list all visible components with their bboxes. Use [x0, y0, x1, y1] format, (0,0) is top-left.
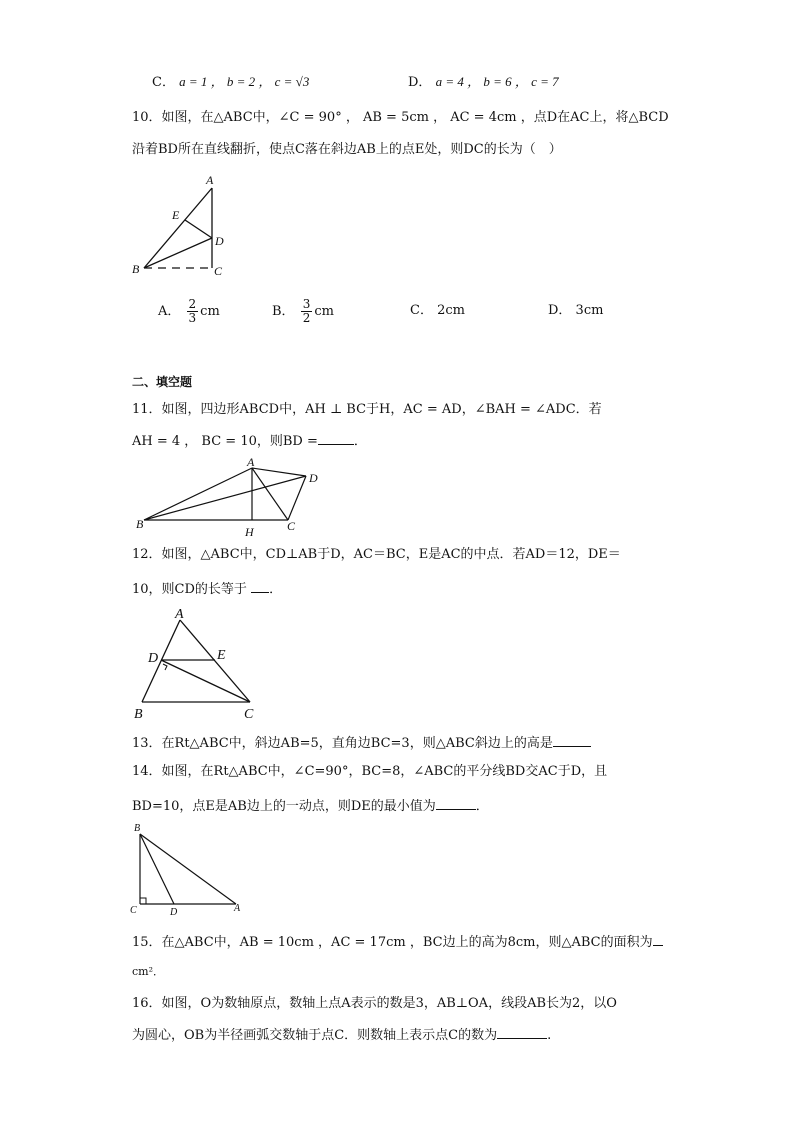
q11-line-2: AH = 4 ， BC = 10，则BD = ． — [132, 430, 367, 452]
q12-label-b: B — [134, 707, 143, 722]
q14-figure — [128, 822, 254, 918]
q12-line-1: 12．如图，△ABC中，CD⊥AB于D，AC＝BC，E是AC的中点．若AD＝12，DE＝ — [132, 547, 621, 562]
q9-option-c-label: C． — [152, 75, 175, 90]
q11-label-d: D — [309, 471, 318, 485]
q11-label-b: B — [136, 517, 144, 531]
q12-label-d: D — [148, 651, 159, 666]
q10-option-b-fraction: $\frac{3}{2}$ — [302, 297, 311, 325]
q15-line-1: 15．在△ABC中，AB = 10cm ，AC = 17cm ，BC边上的高为8cm，则△ABC的面积为 — [132, 931, 663, 953]
q12-line-2: 10，则CD的长等于 ． — [132, 578, 282, 600]
q14-label-a: A — [234, 903, 241, 914]
q10-option-b: B． $\frac{3}{2}$ cm — [272, 297, 334, 325]
q14-label-c: C — [130, 905, 137, 916]
q10-label-e: E — [172, 208, 180, 222]
q10-label-b: B — [132, 262, 140, 276]
q11-answer-blank — [318, 430, 354, 445]
q12-figure — [130, 604, 270, 724]
q14-line-2: BD=10，点E是AB边上的一动点，则DE的最小值为 ． — [132, 795, 489, 817]
q13-answer-blank — [553, 732, 591, 747]
q13-line-1: 13．在Rt△ABC中，斜边AB=5，直角边BC=3，则△ABC斜边上的高是 — [132, 732, 591, 754]
q9-option-d — [408, 72, 559, 93]
q11-figure — [134, 456, 334, 540]
section-heading-fill-in: 二、填空题 — [132, 375, 193, 389]
q11-label-a: A — [247, 456, 255, 469]
q14-line-1: 14．如图，在Rt△ABC中，∠C=90°，BC=8，∠ABC的平分线BD交AC于D，且 — [132, 764, 608, 779]
q10-option-a: A． $\frac{2}{3}$ cm — [158, 297, 220, 325]
q10-label-d: D — [215, 234, 224, 248]
q14-label-d: D — [170, 907, 178, 918]
q10-label-c: C — [214, 264, 223, 278]
q14-label-b: B — [134, 823, 141, 834]
q14-answer-blank — [436, 795, 476, 810]
q12-label-c: C — [244, 707, 254, 722]
q9-option-d-label: D． — [408, 75, 432, 90]
q10-line-2: 沿着BD所在直线翻折，使点C落在斜边AB上的点E处，则DC的长为（ ） — [132, 142, 562, 157]
q16-line-2: 为圆心，OB为半径画弧交数轴于点C．则数轴上表示点C的数为 . — [132, 1024, 551, 1046]
q12-answer-blank — [251, 578, 269, 593]
q12-label-a: A — [175, 607, 184, 622]
q16-line-1: 16．如图，O为数轴原点，数轴上点A表示的数是3，AB⊥OA，线段AB长为2，以O — [132, 996, 617, 1011]
q10-label-a: A — [206, 173, 214, 187]
q11-label-c: C — [287, 519, 296, 533]
q10-option-d: D． 3cm — [548, 303, 604, 318]
q9-option-c-expr: a = 1 ， b = 2 ， c = √3 — [179, 74, 310, 89]
q11-label-h: H — [245, 525, 254, 539]
q9-option-d-expr: a = 4 ， b = 6 ， c = 7 — [435, 74, 559, 89]
q10-figure — [128, 170, 238, 280]
q9-option-c — [152, 72, 309, 93]
q16-answer-blank — [497, 1024, 547, 1039]
q10-option-a-fraction: $\frac{2}{3}$ — [188, 297, 197, 325]
q11-line-1: 11．如图，四边形ABCD中，AH ⊥ BC于H，AC = AD，∠BAH = ∠ADC．若 — [132, 402, 602, 417]
q10-option-c: C． 2cm — [410, 303, 465, 318]
q10-line-1: 10．如图，在△ABC中，∠C = 90° ， AB = 5cm ， AC = 4cm ，点D在AC上，将△BCD — [132, 110, 669, 125]
q12-label-e: E — [217, 648, 226, 663]
q15-answer-blank — [653, 931, 663, 946]
q15-line-2: cm²． — [132, 965, 165, 978]
